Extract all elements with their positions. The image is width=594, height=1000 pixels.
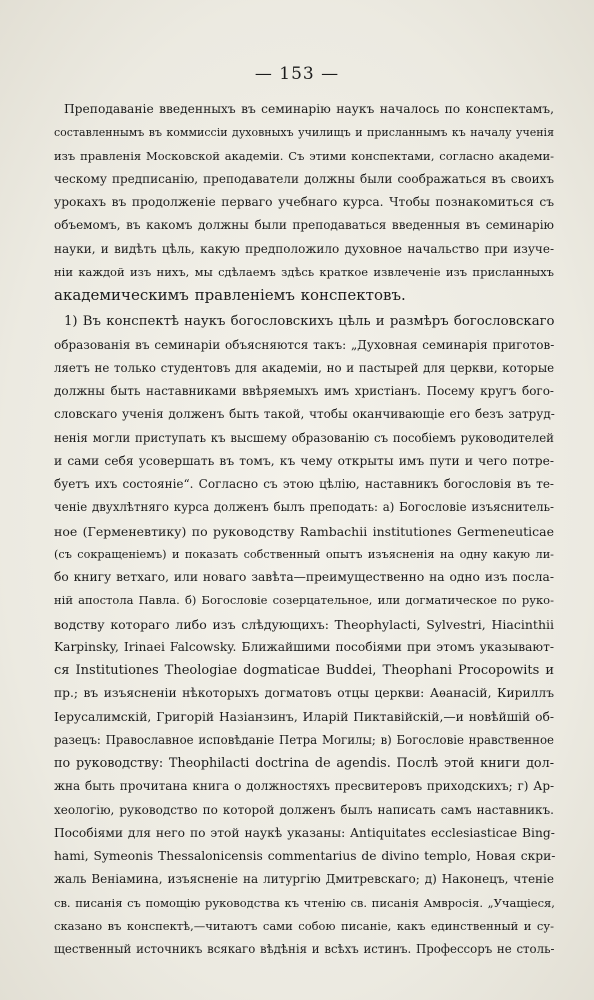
text-line: сказано въ конспектѣ,—читаютъ сами собою писанiе, какъ единственный и су- bbox=[54, 918, 554, 933]
text-line: составленнымъ въ коммиссiи духовныхъ училищъ и присланнымъ къ началу ученiя bbox=[54, 126, 555, 140]
text-line: hami, Symeonis Thessalonicensis commentarius de divino templo, Новая скри- bbox=[54, 849, 556, 863]
text-line: пр.; въ изъясненiи нѣкоторыхъ догматовъ отцы церкви: Аѳанасiй, Кириллъ bbox=[54, 686, 554, 701]
text-line: образованiя въ семинарiи объясняются такъ: „Духовная семинарiя приготов- bbox=[54, 337, 555, 352]
text-line: ляетъ не только студентовъ для академiи, но и пастырей для церкви, которые bbox=[54, 360, 555, 375]
text-line: бо книгу ветхаго, или новаго завѣта—преимущественно на одно изъ посла- bbox=[54, 570, 554, 584]
text-line: объемомъ, въ какомъ должны были преподаваться введенныя въ семинарiю bbox=[54, 218, 554, 233]
text-line: и сами себя усовершать въ томъ, къ чему открыты имъ пути и чего потре- bbox=[54, 453, 554, 468]
text-line: жна быть прочитана книга о должностяхъ пресвитеровъ приходскихъ; г) Ар- bbox=[54, 779, 555, 794]
text-line: Преподаванiе введенныхъ въ семинарiю наукъ началось по конспектамъ, bbox=[64, 102, 554, 116]
text-line: Iерусалимскiй, Григорiй Назiанзинъ, Иларiй Пиктавiйскiй,—и новѣйшiй об- bbox=[54, 709, 554, 724]
text-line: ченiе двухлѣтняго курса долженъ былъ преподать: а) Богословiе изъяснитель- bbox=[54, 500, 554, 515]
text-line: ческому предписанiю, преподаватели должны были соображаться въ своихъ bbox=[54, 171, 554, 186]
text-line: хеологiю, руководство по которой долженъ былъ написать самъ наставникъ. bbox=[54, 802, 554, 817]
text-line: нiй апостола Павла. б) Богословiе созерцательное, или догматическое по руко- bbox=[54, 593, 554, 608]
text-line: ное (Герменевтику) по руководству Rambachii institutiones Germeneuticae bbox=[54, 523, 554, 539]
text-line: нiи каждой изъ нихъ, мы сдѣлаемъ здѣсь краткое извлеченiе изъ присланныхъ bbox=[54, 264, 554, 279]
text-line: св. писанiя съ помощiю руководства къ чтенiю св. писанiя Амвросiя. „Учащiеся, bbox=[54, 895, 555, 910]
text-line: водству котораго либо изъ слѣдующихъ: Theophylacti, Sylvestri, Hiacinthii bbox=[54, 616, 554, 632]
text-line: урокахъ въ продолженiе перваго учебнаго курса. Чтобы познакомиться съ bbox=[54, 195, 554, 209]
text-line: буетъ ихъ состоянiе“. Согласно съ этою цѣлiю, наставникъ богословiя въ те- bbox=[54, 477, 554, 491]
text-line: щественный источникъ всякаго вѣдѣнiя и всѣхъ истинъ. Профессоръ не столь- bbox=[54, 942, 555, 956]
text-line: Пособiями для него по этой наукѣ указаны: Antiquitates ecclesiasticae Bing- bbox=[54, 825, 555, 840]
text-line: разецъ: Православное исповѣданiе Петра Могилы; в) Богословiе нравственное bbox=[54, 732, 554, 747]
text-line: жаль Венiамина, изъясненiе на литургiю Дмитревскаго; д) Наконецъ, чтенiе bbox=[54, 872, 554, 887]
page-number: — 153 — bbox=[254, 64, 340, 84]
text-line: должны быть наставниками ввѣряемыхъ имъ христiанъ. Посему кругъ бого- bbox=[54, 384, 554, 398]
text-line: (съ сокращенiемъ) и показать собственный опытъ изъясненiя на одну какую ли- bbox=[54, 547, 554, 561]
text-body bbox=[54, 98, 554, 961]
text-line: по руководству: Theophilacti doctrina de agendis. Послѣ этой книги дол- bbox=[54, 756, 554, 771]
text-line: Karpinsky, Irinaei Falcowsky. Ближайшими пособiями при этомъ указывают- bbox=[54, 639, 554, 654]
text-line: 1) Въ конспектѣ наукъ богословскихъ цѣль и размѣръ богословскаго bbox=[64, 314, 555, 330]
text-line: ся Institutiones Theologiae dogmaticae Buddei, Theophani Procopowits и bbox=[54, 663, 554, 678]
text-line: науки, и видѣть цѣль, какую предположило духовное начальство при изуче- bbox=[54, 241, 554, 256]
text-line: словскаго ученiя долженъ быть такой, чтобы оканчивающiе его безъ затруд- bbox=[54, 407, 555, 422]
text-line: академическимъ правленiемъ конспектовъ. bbox=[54, 286, 406, 304]
text-line: изъ правленiя Московской академiи. Съ этими конспектами, согласно академи- bbox=[54, 148, 554, 163]
text-line: ненiя могли приступать къ высшему образованiю съ пособiемъ руководителей bbox=[54, 430, 554, 445]
